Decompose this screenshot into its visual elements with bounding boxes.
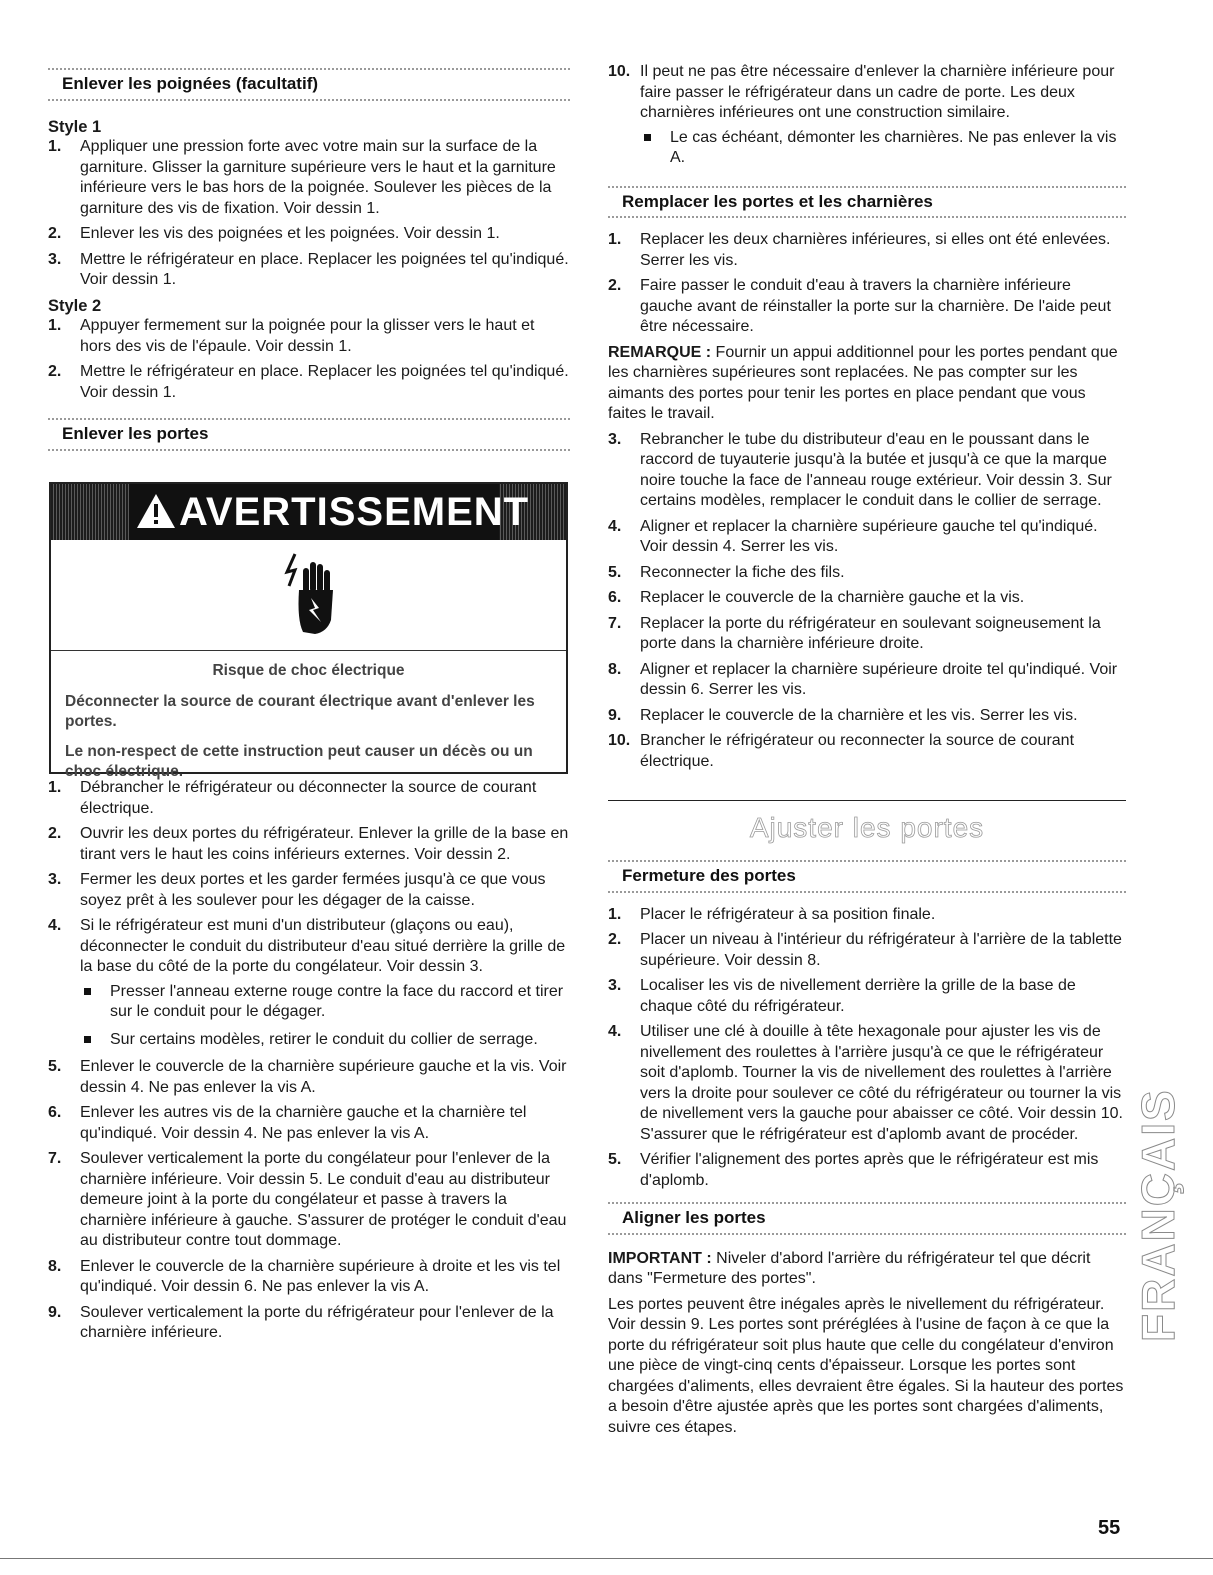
style-2-steps [48,316,570,403]
language-side-tab: FRANÇAIS [1132,1088,1184,1342]
left-column [48,0,570,451]
list-item: 2. Enlever les vis des poignées et les poignées. Voir dessin 1. [48,225,500,242]
list-item: 4. Aligner et replacer la charnière supérieure gauche tel qu'indiqué. Voir dessin 4. Serrer les vis. [608,517,1098,555]
adjust-doors-title: Ajuster les portes [749,812,985,843]
list-item: 4. Utiliser une clé à douille à tête hexagonale pour ajuster les vis de nivellement des roulettes à l'arrière jusqu'à ce que le réfrigérateur soit d'aplomb. Tourner la vis de nivellement des roulettes à l'arrière vers la droite pour soulever ce côté du réfrigérateur ou tourner la vis de nivellement vers la gauche pour abaisser ce côté. Voir dessin 10. S'assurer que le réfrigérateur est d'aplomb avant de procéder. [608,1023,1123,1143]
list-item: 3. Localiser les vis de nivellement derrière la grille de la base de chaque côté du réfrigérateur. [608,977,1076,1015]
list-item: 3. Rebrancher le tube du distributeur d'eau en le poussant dans le raccord de tuyauterie jusqu'à la butée et jusqu'à ce que la marque noire touche la face de l'anneau rouge extérieur. Voir dessin 3. Sur certains modèles, remplacer le conduit dans le collier de serrage. [608,430,1112,509]
list-item: 2. Placer un niveau à l'intérieur du réfrigérateur à l'arrière de la tablette supérieure. Voir dessin 8. [608,931,1122,969]
list-item: 8. Aligner et replacer la charnière supérieure droite tel qu'indiqué. Voir dessin 6. Serrer les vis. [608,660,1118,698]
list-item: 4. Si le réfrigérateur est muni d'un distributeur (glaçons ou eau), déconnecter le conduit du distributeur d'eau situé derrière la grille de la base du côté de la porte du congélateur. Voir dessin 3. Presser l'anneau externe rouge contre la face du raccord et tirer sur le conduit pour le dégager. Sur certains modèles, retirer le conduit du collier de serrage. [48,916,570,1050]
electric-shock-icon [281,550,341,642]
divider [608,800,1126,801]
right-column [608,0,1126,777]
list-item: 3. Fermer les deux portes et les garder fermées jusqu'à ce que vous soyez prêt à les soulever pour les dégager de la caisse. [48,871,546,909]
list-item: 6. Replacer le couvercle de la charnière gauche et la vis. [608,589,1025,606]
page-number: 55 [1098,1517,1121,1539]
bullet-item: Le cas échéant, démonter les charnières. Ne pas enlever la vis A. [640,128,1126,169]
warning-risk: Risque de choc électrique [212,662,405,679]
list-item: 9. Replacer le couvercle de la charnière et les vis. Serrer les vis. [608,706,1078,724]
section-heading-align-doors: Aligner les portes [608,1202,1126,1235]
section-heading-replace-doors: Remplacer les portes et les charnières [608,186,1126,219]
list-item: 1. Appuyer fermement sur la poignée pour la glisser vers le haut et hors des vis de l'épaule. Voir dessin 1. [48,317,535,355]
list-item: 7. Replacer la porte du réfrigérateur en soulevant soigneusement la porte dans la charnière inférieure droite. [608,614,1101,652]
list-item: 5. Reconnecter la fiche des fils. [608,563,845,581]
list-item: 2. Ouvrir les deux portes du réfrigérateur. Enlever la grille de la base en tirant vers le haut les coins inférieurs externes. Voir dessin 2. [48,825,569,863]
section-heading-remove-handles: Enlever les poignées (facultatif) [48,68,570,101]
warning-instruction: Déconnecter la source de courant électrique avant d'enlever les portes. [65,692,535,730]
list-item: 9. Soulever verticalement la porte du réfrigérateur pour l'enlever de la charnière inférieure. [48,1303,554,1341]
list-item: 5. Enlever le couvercle de la charnière supérieure gauche et la vis. Voir dessin 4. Ne pas enlever la vis A. [48,1058,567,1096]
warning-box [49,482,568,780]
warning-consequence: Le non-respect de cette instruction peut causer un décès ou un choc électrique. [65,742,533,780]
list-item: 7. Soulever verticalement la porte du congélateur pour l'enlever de la charnière inférieure. Voir dessin 5. Le conduit d'eau au distributeur demeure joint à la porte du congélateur et passe à travers la charnière inférieure à gauche. S'assurer de protéger le conduit d'eau au distributeur contre tout dommage. [48,1150,567,1249]
step-4-bullets [80,982,570,1051]
important-paragraph: IMPORTANT : Niveler d'abord l'arrière du réfrigérateur tel que décrit dans "Fermeture des portes". [608,1249,1091,1287]
style-1-steps [48,137,570,291]
list-item: 3. Mettre le réfrigérateur en place. Replacer les poignées tel qu'indiqué. Voir dessin 1. [48,250,569,288]
right-column-lower [608,860,1126,1443]
warning-triangle-icon [135,492,177,530]
align-paragraph: Les portes peuvent être inégales après le nivellement du réfrigérateur. Voir dessin 9. Les portes sont préréglées à l'usine de façon à ce que la porte du réfrigérateur soit plus haute que celle du congélateur d'environ une pièce de vingt-cinq cents d'épaisseur. Lorsque les portes sont chargées d'aliments, elles devraient être égales. Si la hauteur des portes a besoin d'être ajustée après que les portes sont chargées d'aliments, suivre ces étapes. [608,1295,1124,1436]
list-item: 10. Il peut ne pas être nécessaire d'enlever la charnière inférieure pour faire passer le réfrigérateur dans un cadre de porte. Les deux charnières inférieures ont une construction similaire. Le cas échéant, démonter les charnières. Ne pas enlever la vis A. [608,62,1126,169]
list-item: 5. Vérifier l'alignement des portes après que le réfrigérateur est mis d'aplomb. [608,1151,1099,1189]
bullet-item: Presser l'anneau externe rouge contre la face du raccord et tirer sur le conduit pour le dégager. [80,982,570,1023]
list-item: 10. Brancher le réfrigérateur ou reconnecter la source de courant électrique. [608,732,1075,770]
note-paragraph: REMARQUE : Fournir un appui additionnel pour les portes pendant que les charnières supérieures sont replacées. Ne pas compter sur les aimants des portes pour tenir les portes en place pendant que vous faites le travail. [608,343,1118,422]
list-item: 8. Enlever le couvercle de la charnière supérieure à droite et les vis tel qu'indiqué. Voir dessin 6. Ne pas enlever la vis A. [48,1257,561,1295]
section-heading-door-closing: Fermeture des portes [608,860,1126,893]
list-item: 1. Appliquer une pression forte avec votre main sur la surface de la garniture. Glisser la garniture supérieure vers le haut et la garniture inférieure vers le bas hors de la poignée. Soulever les pièces de la garniture des vis de fixation. Voir dessin 1. [48,138,556,217]
list-item: 2. Mettre le réfrigérateur en place. Replacer les poignées tel qu'indiqué. Voir dessin 1. [48,363,569,401]
list-item: 6. Enlever les autres vis de la charnière gauche et la charnière tel qu'indiqué. Voir dessin 4. Ne pas enlever la vis A. [48,1104,527,1142]
left-column-continued [48,778,570,1349]
list-item: 2. Faire passer le conduit d'eau à travers la charnière inférieure gauche avant de réinstaller la porte sur la charnière. De l'aide peut être nécessaire. [608,277,1111,335]
list-item: 1. Replacer les deux charnières inférieures, si elles ont été enlevées. Serrer les vis. [608,231,1111,269]
warning-banner [51,484,566,540]
style-1-label: Style 1 [48,117,102,136]
remove-doors-steps [48,778,570,1344]
style-2-label: Style 2 [48,296,102,315]
section-heading-remove-doors: Enlever les portes [48,418,570,451]
list-item: 1. Débrancher le réfrigérateur ou déconnecter la source de courant électrique. [48,779,537,817]
bottom-rule [0,1558,1213,1559]
list-item: 1. Placer le réfrigérateur à sa position finale. [608,905,936,923]
bullet-item: Sur certains modèles, retirer le conduit du collier de serrage. [80,1030,570,1051]
warning-title: AVERTISSEMENT [179,490,530,534]
